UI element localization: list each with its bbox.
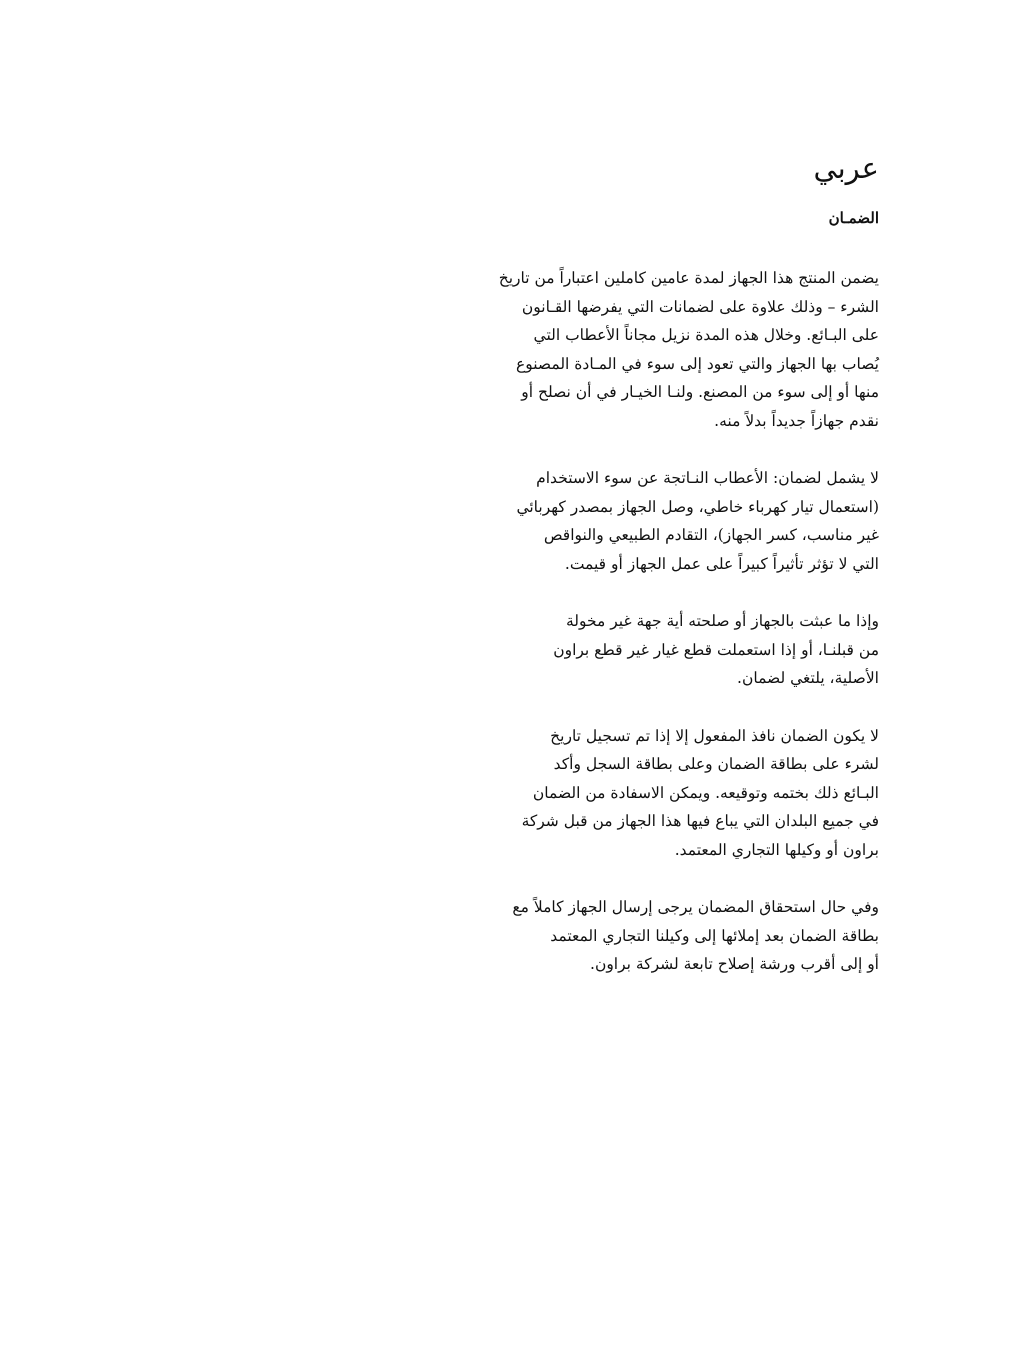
text-line: نقدم جهازاً جديداً بدلاً منه. [714, 411, 879, 430]
text-line: غير مناسب، كسر الجهاز)، التقادم الطبيعي والنواقص [543, 526, 879, 544]
paragraph-warranty-claim [509, 893, 879, 979]
text-line: لا يكون الضمان نافذ المفعول إلا إذا تم تسجيل تاريخ [550, 726, 879, 745]
section-heading-warranty: الضمـان [828, 209, 879, 227]
paragraph-warranty-exclusions [509, 464, 879, 578]
text-line: أو إلى أقرب ورشة إصلاح تابعة لشركة براون. [590, 955, 879, 973]
text-line: التي لا تؤثر تأثيراً كبيراً على عمل الجهاز أو قيمت. [564, 554, 879, 573]
text-line: في جميع البلدان التي يباع فيها هذا الجهاز من قبل شركة [521, 812, 879, 830]
text-line: لا يشمل لضمان: الأعطاب النـاتجة عن سوء الاستخدام [536, 469, 879, 487]
text-line: بطاقة الضمان بعد إملائها إلى وكيلنا التجاري المعتمد [550, 926, 879, 945]
text-line: منها أو إلى سوء من المصنع. ولنـا الخيـار في أن نصلح أو [521, 383, 879, 401]
paragraph-warranty-void [509, 607, 879, 693]
paragraph-warranty-validity [509, 722, 879, 865]
text-line: (استعمال تيار كهرباء خاطي، وصل الجهاز بمصدر كهربائي [516, 497, 879, 516]
text-line: لشرء على بطاقة الضمان وعلى بطاقة السجل وأكد [553, 755, 879, 773]
text-line: يُصاب بها الجهاز والتي تعود إلى سوء في المـادة المصنوع [516, 354, 879, 373]
warranty-text-column [498, 148, 879, 1008]
paragraph-warranty-period [498, 264, 879, 435]
text-line: وفي حال استحقاق المضمان يرجى إرسال الجهاز كاملاً مع [512, 898, 879, 916]
text-line: يضمن المنتج هذا الجهاز لمدة عامين كاملين اعتباراً من تاريخ [498, 269, 879, 287]
text-line: البـائع ذلك بختمه وتوقيعه. ويمكن الاسفادة من الضمان [532, 783, 879, 802]
language-title: عربي [813, 151, 879, 185]
text-line: الأصلية، يلتغي لضمان. [737, 669, 879, 687]
text-line: براون أو وكيلها التجاري المعتمد. [674, 840, 879, 859]
text-line: وإذا ما عبثت بالجهاز أو صلحته أية جهة غير مخولة [565, 612, 879, 630]
text-line: الشرء – وذلك علاوة على لضمانات التي يفرضها القـانون [521, 297, 879, 316]
text-line: من قبلنـا، أو إذا استعملت قطع غيار غير قطع براون [553, 640, 879, 659]
text-line: على البـائع. وخلال هذه المدة نزيل مجاناً الأعطاب التي [533, 326, 879, 344]
